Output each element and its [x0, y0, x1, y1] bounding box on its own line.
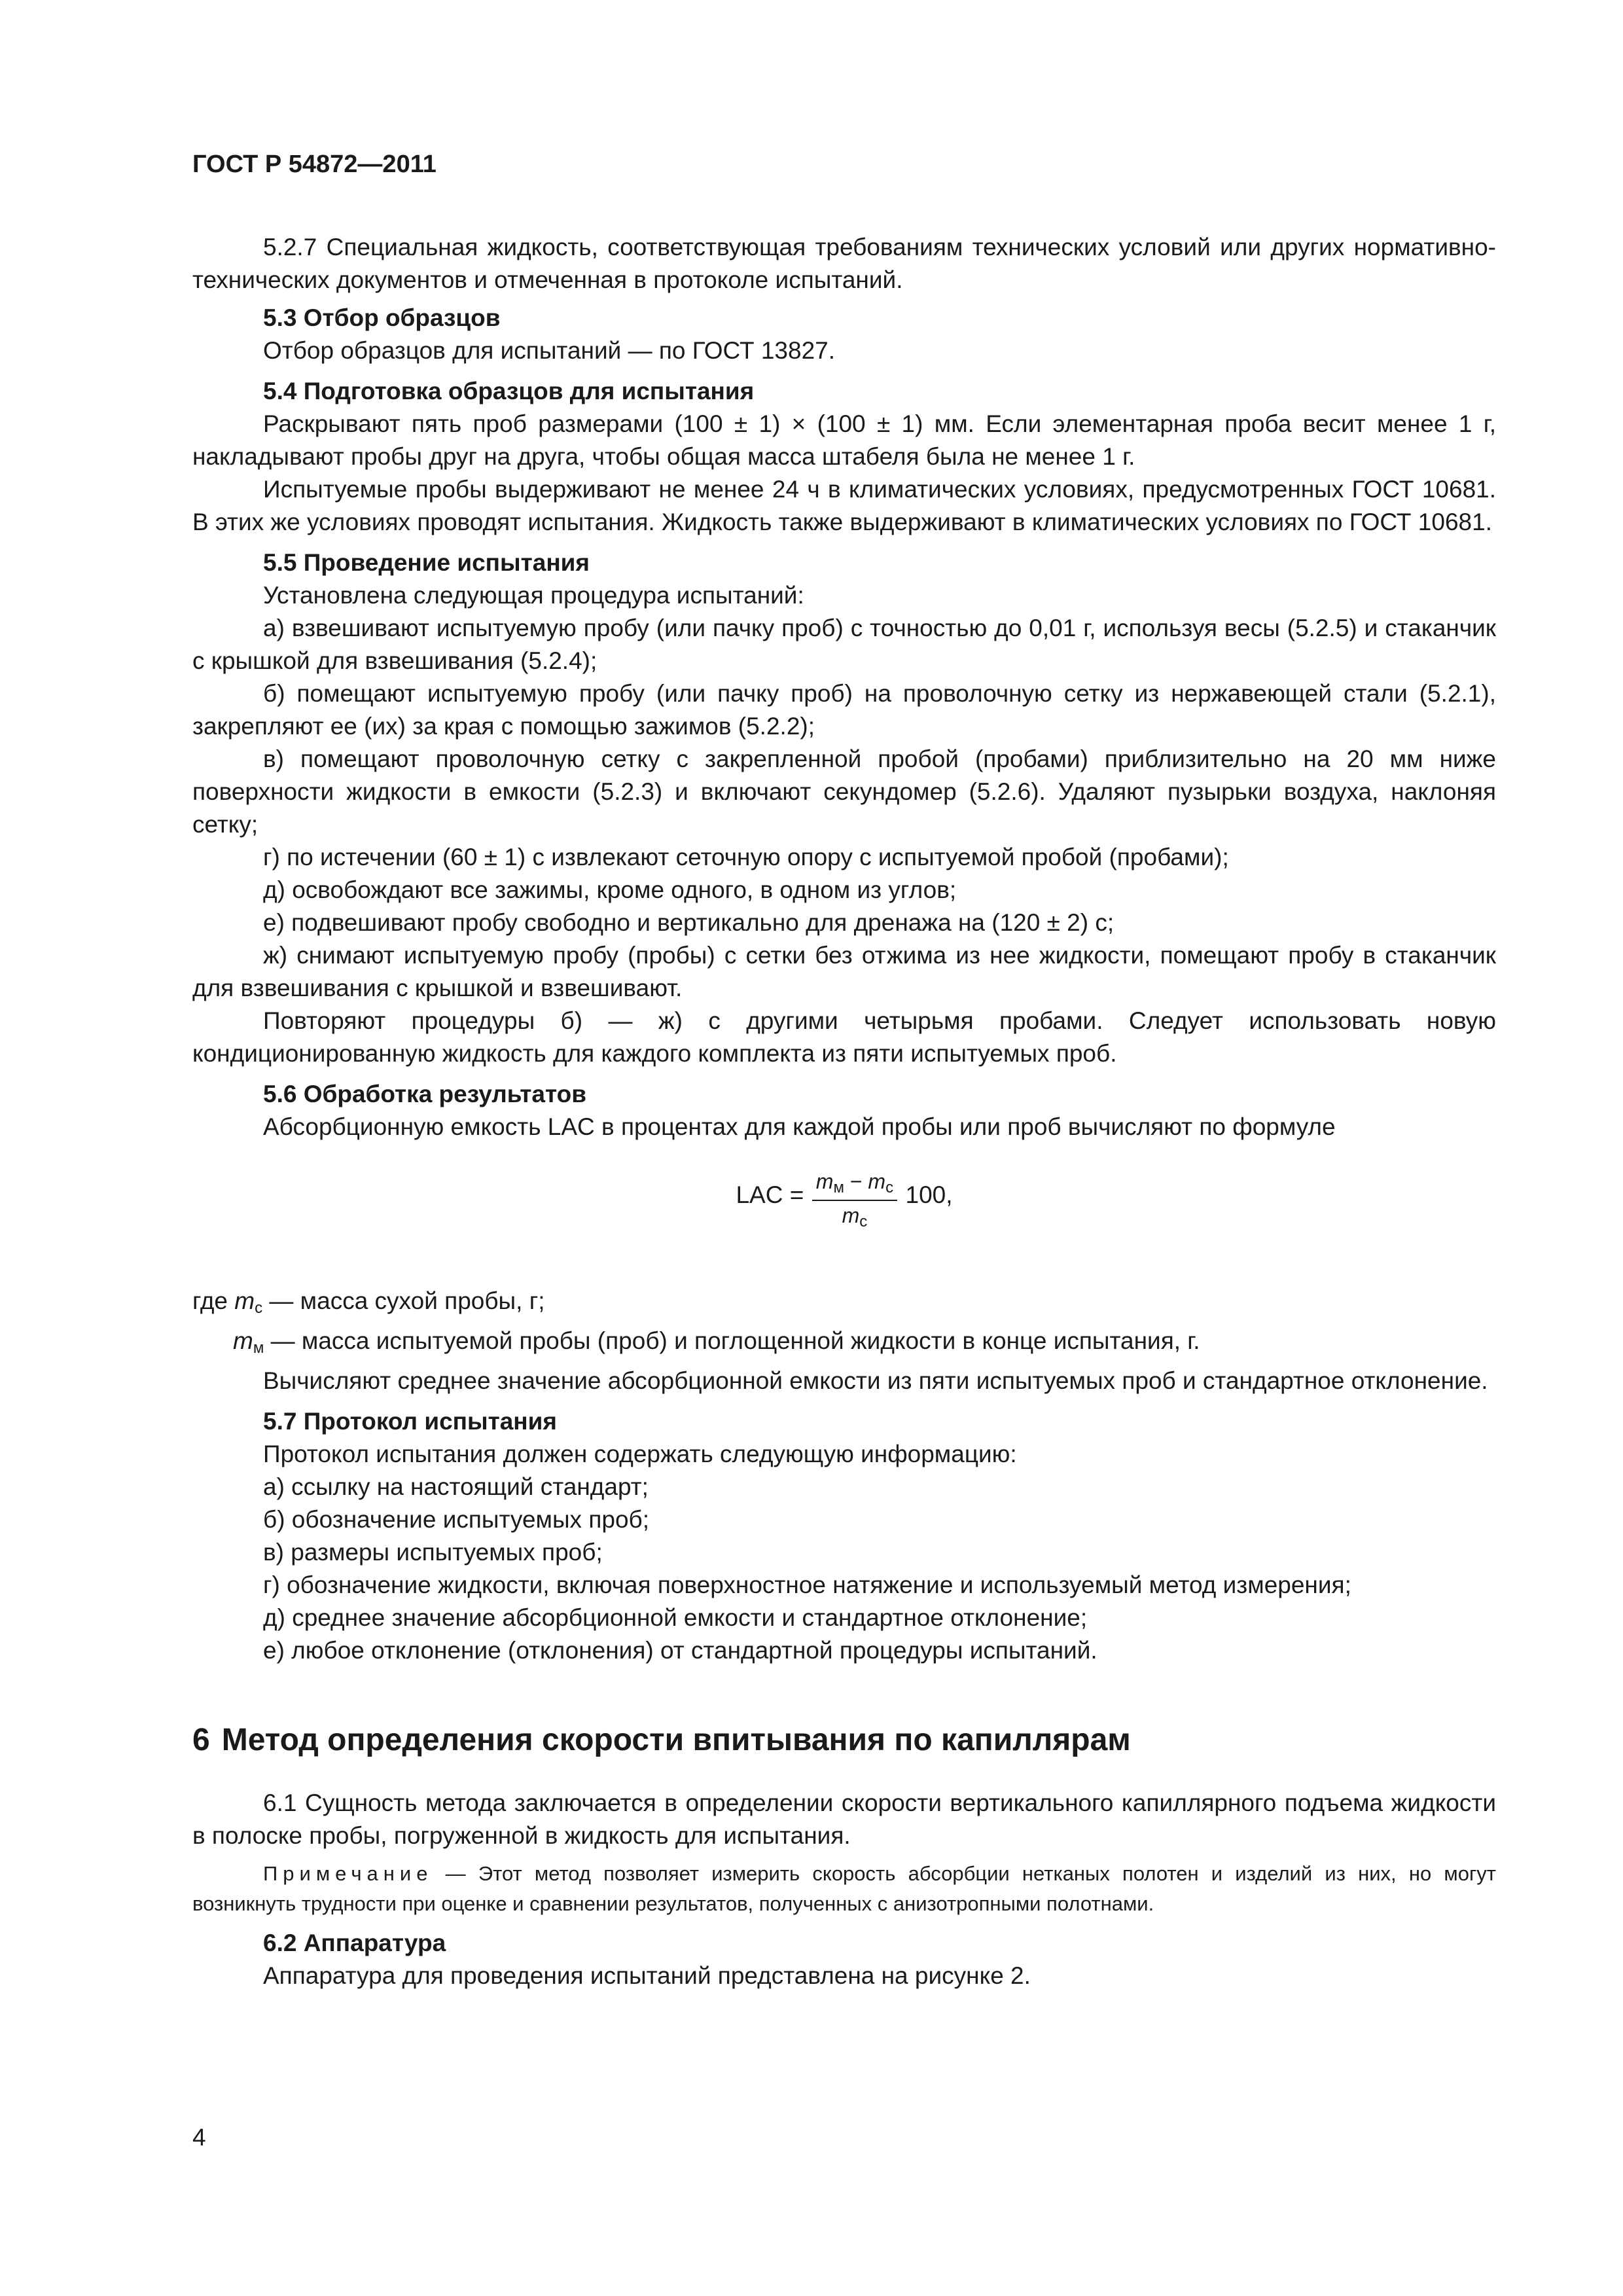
paragraph-5-4-2: Испытуемые пробы выдерживают не менее 24 ч в климатических условиях, предусмотренных ГОСТ 10681. В этих же условиях проводят испытания. Жидкость также выдерживают в климатических условиях по ГОСТ 10681. [192, 476, 1496, 535]
list-item-5-5-a: а) взвешивают испытуемую пробу (или пачку проб) с точностью до 0,01 г, используя весы (5.2.5) и стаканчик с крышкой для взвешивания (5.2.4); [192, 615, 1496, 674]
section-6-heading [192, 1722, 1496, 1758]
legend-2-text: — масса испытуемой пробы (проб) и поглощенной жидкости в конце испытания, г. [264, 1327, 1200, 1354]
legend-2-sub: м [253, 1339, 264, 1357]
formula-minus: − [844, 1170, 868, 1193]
legend-1-symbol: m [234, 1287, 255, 1314]
legend-2-symbol: m [233, 1327, 253, 1354]
document-header: ГОСТ Р 54872—2011 [192, 151, 437, 178]
legend-1-text: — масса сухой пробы, г; [262, 1287, 545, 1314]
list-item-5-5-v: в) помещают проволочную сетку с закрепленной пробой (пробами) приблизительно на 20 мм ниже поверхности жидкости в емкости (5.2.3) и включают секундомер (5.2.6). Удаляют пузырьки воздуха, наклоняя сетку; [192, 745, 1496, 838]
note-6-1 [192, 1859, 1496, 1919]
formula-num-c-sub: с [885, 1179, 894, 1196]
formula-den-m: m [842, 1204, 860, 1227]
formula-num-m-sub: м [833, 1179, 844, 1196]
heading-5-6: 5.6 Обработка результатов [263, 1081, 586, 1107]
paragraph-5-7-intro: Протокол испытания должен содержать следующую информацию: [263, 1441, 1017, 1467]
legend-where: где [192, 1287, 228, 1314]
formula-denominator [812, 1201, 897, 1231]
heading-6-2: 6.2 Аппаратура [263, 1929, 446, 1956]
heading-5-7: 5.7 Протокол испытания [263, 1408, 557, 1435]
lac-formula [192, 1170, 1496, 1261]
note-label: Примечание [263, 1862, 433, 1885]
paragraph-6-2: Аппаратура для проведения испытаний представлена на рисунке 2. [263, 1962, 1031, 1989]
formula-legend-2 [192, 1325, 1496, 1365]
paragraph-6-1: 6.1 Сущность метода заключается в определении скорости вертикального капиллярного подъема жидкости в полоске пробы, погруженной в жидкость для испытания. [192, 1789, 1496, 1849]
list-item-5-5-zh: ж) снимают испытуемую пробу (пробы) с сетки без отжима из нее жидкости, помещают пробу в стаканчик для взвешивания с крышкой и взвешивают. [192, 942, 1496, 1001]
note-text: — Этот метод позволяет измерить скорость абсорбции нетканых полотен и изделий из них, но могут возникнуть трудности при оценке и сравнении результатов, полученных с анизотропными полотнами. [192, 1862, 1496, 1915]
list-item-5-7-g: г) обозначение жидкости, включая поверхностное натяжение и используемый метод измерения; [263, 1571, 1351, 1598]
heading-5-5: 5.5 Проведение испытания [263, 549, 590, 576]
section-6-title: Метод определения скорости впитывания по капиллярам [221, 1723, 1131, 1757]
legend-1-sub: с [255, 1299, 263, 1317]
list-item-5-5-d: д) освобождают все зажимы, кроме одного, в одном из углов; [263, 876, 957, 903]
list-item-5-5-b: б) помещают испытуемую пробу (или пачку проб) на проволочную сетку из нержавеющей стали (5.2.1), закрепляют ее (их) за края с помощью зажимов (5.2.2); [192, 680, 1496, 740]
formula-numerator [812, 1170, 897, 1201]
formula-lhs: LAC = [736, 1181, 804, 1209]
paragraph-5-6-average: Вычисляют среднее значение абсорбционной емкости из пяти испытуемых проб и стандартное отклонение. [263, 1367, 1488, 1394]
heading-5-3: 5.3 Отбор образцов [263, 304, 501, 331]
list-item-5-7-d: д) среднее значение абсорбционной емкости и стандартное отклонение; [263, 1604, 1088, 1631]
list-item-5-7-b: б) обозначение испытуемых проб; [263, 1506, 649, 1533]
list-item-5-5-e: е) подвешивают пробу свободно и вертикально для дренажа на (120 ± 2) с; [263, 909, 1115, 936]
document-page [192, 151, 1496, 1992]
formula-num-c: m [868, 1170, 886, 1193]
list-item-5-7-e: е) любое отклонение (отклонения) от стандартной процедуры испытаний. [263, 1637, 1097, 1664]
heading-5-4: 5.4 Подготовка образцов для испытания [263, 378, 755, 404]
formula-legend-1 [192, 1285, 1496, 1325]
paragraph-5-4-1: Раскрывают пять проб размерами (100 ± 1) × (100 ± 1) мм. Если элементарная проба весит менее 1 г, накладывают пробы друг на друга, чтобы общая масса штабеля была не менее 1 г. [192, 410, 1496, 470]
section-6-number: 6 [192, 1723, 210, 1757]
paragraph-5-5-repeat: Повторяют процедуры б) — ж) с другими четырьмя пробами. Следует использовать новую кондиционированную жидкость для каждого комплекта из пяти испытуемых проб. [192, 1007, 1496, 1067]
paragraph-5-5-intro: Установлена следующая процедура испытаний: [263, 582, 804, 609]
formula-rhs: 100, [905, 1181, 953, 1209]
formula-fraction [812, 1170, 897, 1231]
formula-num-m: m [815, 1170, 834, 1193]
paragraph-5-2-7: 5.2.7 Специальная жидкость, соответствующая требованиям технических условий или других нормативно-технических документов и отмеченная в протоколе испытаний. [192, 234, 1496, 293]
list-item-5-7-v: в) размеры испытуемых проб; [263, 1539, 603, 1566]
paragraph-5-6: Абсорбционную емкость LAC в процентах для каждой пробы или проб вычисляют по формуле [263, 1113, 1336, 1140]
page-number: 4 [192, 2124, 206, 2151]
list-item-5-5-g: г) по истечении (60 ± 1) с извлекают сеточную опору с испытуемой пробой (пробами); [263, 844, 1229, 870]
list-item-5-7-a: а) ссылку на настоящий стандарт; [263, 1473, 649, 1500]
paragraph-5-3: Отбор образцов для испытаний — по ГОСТ 13827. [263, 337, 836, 364]
formula-den-sub: с [859, 1213, 868, 1230]
